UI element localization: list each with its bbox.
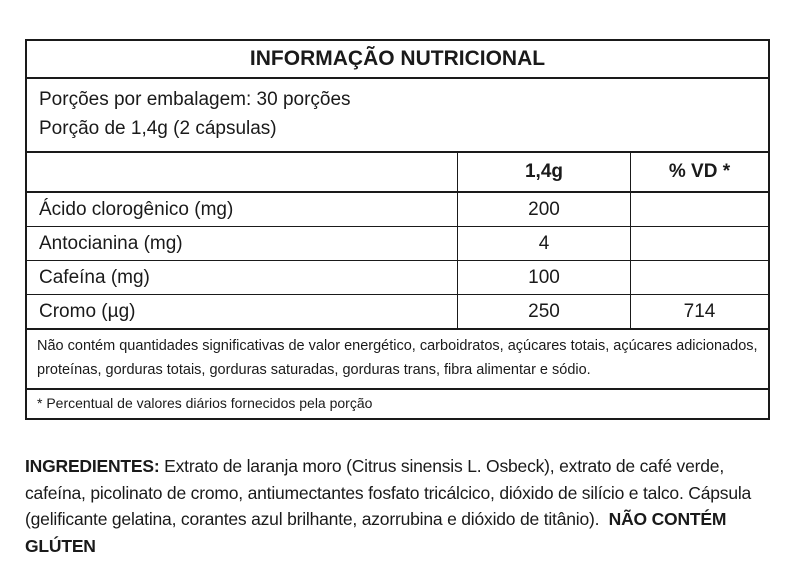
table-row xyxy=(27,261,768,295)
nutrient-name: Cafeína (mg) xyxy=(27,261,458,295)
servings-per-package: Porções por embalagem: 30 porções xyxy=(39,89,351,110)
nutrient-vd: 714 xyxy=(631,295,769,329)
serving-size: Porção de 1,4g (2 cápsulas) xyxy=(39,118,277,139)
column-header-amount: 1,4g xyxy=(458,153,631,192)
nutrition-note: Não contém quantidades significativas de valor energético, carboidratos, açúcares totais, açúcares adicionados, proteínas, gorduras totais, gorduras saturadas, gorduras trans, fibra alimentar e sódio. xyxy=(27,328,768,388)
table-row xyxy=(27,295,768,329)
table-row xyxy=(27,227,768,261)
nutrient-name: Cromo (µg) xyxy=(27,295,458,329)
ingredients-heading: INGREDIENTES: xyxy=(25,456,160,476)
column-header-vd: % VD * xyxy=(668,161,731,182)
nutrient-vd xyxy=(631,227,769,261)
nutrient-name: Ácido clorogênico (mg) xyxy=(27,192,458,227)
nutrient-value: 100 xyxy=(458,261,631,295)
nutrition-facts-panel xyxy=(25,39,770,420)
servings-info xyxy=(27,79,768,153)
table-header-row xyxy=(27,153,768,192)
ingredients-text: Extrato de laranja moro (Citrus sinensis L. Osbeck), extrato de café verde, cafeína, picolinato de cromo, antiumectantes fosfato tricálcico, dióxido de silício e talco. Cápsula (gelificante gelatina, corantes azul brilhante, azorrubina e dióxido de titânio). xyxy=(25,456,752,529)
nutrient-table xyxy=(27,153,768,328)
nutrient-name: Antocianina (mg) xyxy=(27,227,458,261)
nutrient-vd xyxy=(631,261,769,295)
nutrient-value: 250 xyxy=(458,295,631,329)
ingredients-paragraph xyxy=(25,453,775,559)
vd-footnote: * Percentual de valores diários fornecidos pela porção xyxy=(27,388,768,418)
nutrient-value: 200 xyxy=(458,192,631,227)
nutrient-vd xyxy=(631,192,769,227)
gluten-free-notice: NÃO CONTÉM GLÚTEN xyxy=(25,509,727,556)
nutrient-value: 4 xyxy=(458,227,631,261)
column-header-name xyxy=(27,153,458,192)
panel-title: INFORMAÇÃO NUTRICIONAL xyxy=(27,41,768,79)
table-row xyxy=(27,192,768,227)
